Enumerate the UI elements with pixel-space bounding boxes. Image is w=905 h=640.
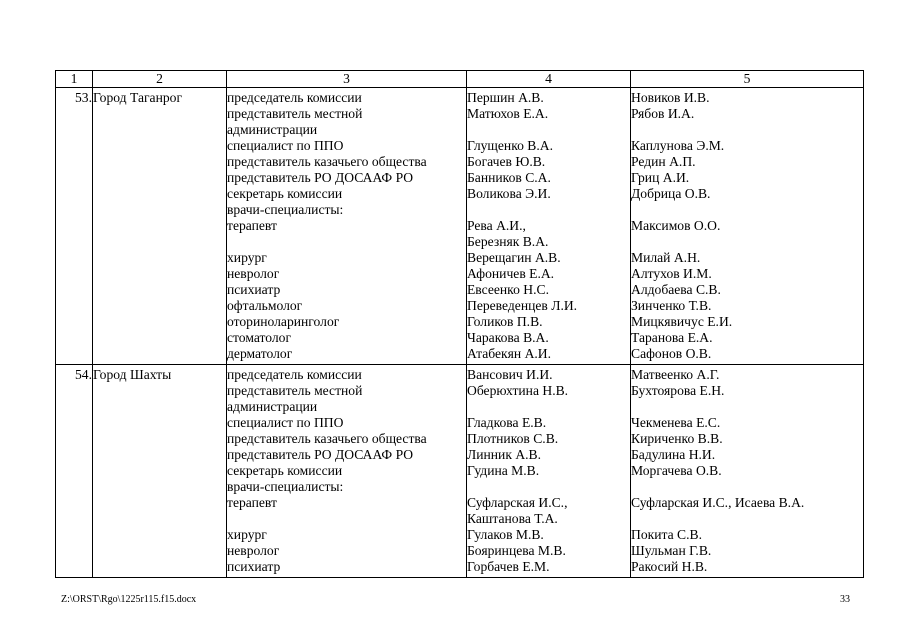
member-name — [467, 122, 630, 138]
reserve-member-name — [631, 479, 863, 495]
commission-role: хирург — [227, 527, 267, 542]
member-name: Гудина М.В. — [467, 463, 540, 478]
member-name: Першин А.В. — [467, 90, 544, 105]
member-name: Гулаков М.В. — [467, 527, 544, 542]
reserve-member-name: Бадулина Н.И. — [631, 447, 716, 462]
footer-file-path: Z:\ORST\Rgo\1225r115.f15.docx — [61, 594, 197, 605]
reserve-member-name — [631, 511, 863, 527]
reserve-member-name: Покита С.В. — [631, 527, 702, 542]
reserve-member-name: Новиков И.В. — [631, 90, 710, 105]
member-name: Богачев Ю.В. — [467, 154, 546, 169]
commission-role: секретарь комиссии — [227, 463, 343, 478]
reserve-member-name: Чекменева Е.С. — [631, 415, 721, 430]
column-number-5: 5 — [631, 71, 864, 88]
member-name: Гладкова Е.В. — [467, 415, 547, 430]
commission-role: оториноларинголог — [227, 314, 340, 329]
member-name: Березняк В.А. — [467, 234, 549, 249]
reserve-member-name: Редин А.П. — [631, 154, 696, 169]
column-number-1: 1 — [56, 71, 93, 88]
reserve-member-name — [631, 202, 863, 218]
row-number: 54. — [56, 365, 93, 578]
member-name: Горбачев Е.М. — [467, 559, 550, 574]
commission-role-cell — [227, 88, 467, 365]
commission-role: представитель местной — [227, 106, 363, 121]
member-name: Оберюхтина Н.В. — [467, 383, 569, 398]
reserve-member-name: Максимов О.О. — [631, 218, 721, 233]
reserve-member-name: Таранова Е.А. — [631, 330, 713, 345]
reserve-member-name: Алдобаева С.В. — [631, 282, 721, 297]
reserve-member-name — [631, 399, 863, 415]
member-name: Вансович И.И. — [467, 367, 553, 382]
footer-page-number: 33 — [840, 594, 850, 605]
commission-role: невролог — [227, 266, 280, 281]
commission-role: хирург — [227, 250, 267, 265]
commission-role: терапевт — [227, 218, 277, 233]
commission-role: стоматолог — [227, 330, 292, 345]
commission-role-cell — [227, 365, 467, 578]
column-number-3: 3 — [227, 71, 467, 88]
commission-role: представитель казачьего общества — [227, 431, 427, 446]
commission-role: психиатр — [227, 282, 281, 297]
commission-table — [55, 70, 864, 578]
member-name: Евсеенко Н.С. — [467, 282, 549, 297]
commission-role — [227, 511, 466, 527]
commission-role: представитель местной — [227, 383, 363, 398]
reserve-member-name: Моргачева О.В. — [631, 463, 722, 478]
member-name: Банников С.А. — [467, 170, 551, 185]
reserve-member-name — [631, 234, 863, 250]
commission-role: специалист по ППО — [227, 415, 344, 430]
member-name: Матюхов Е.А. — [467, 106, 549, 121]
commission-role: врачи-специалисты: — [227, 479, 344, 494]
commission-role: администрации — [227, 399, 318, 414]
commission-role — [227, 234, 466, 250]
member-name: Чаракова В.А. — [467, 330, 549, 345]
member-name: Верещагин А.В. — [467, 250, 561, 265]
commission-role: секретарь комиссии — [227, 186, 343, 201]
member-name — [467, 202, 630, 218]
reserve-member-name-cell — [631, 365, 864, 578]
commission-role: терапевт — [227, 495, 277, 510]
commission-role: представитель РО ДОСААФ РО — [227, 447, 414, 462]
commission-role: специалист по ППО — [227, 138, 344, 153]
member-name-cell — [467, 365, 631, 578]
commission-role: председатель комиссии — [227, 367, 362, 382]
reserve-member-name: Кириченко В.В. — [631, 431, 723, 446]
reserve-member-name: Милай А.Н. — [631, 250, 701, 265]
commission-role: дерматолог — [227, 346, 293, 361]
column-number-header-row — [56, 71, 864, 88]
reserve-member-name-cell — [631, 88, 864, 365]
table-row — [56, 88, 864, 365]
member-name: Афоничев Е.А. — [467, 266, 555, 281]
reserve-member-name: Матвеенко А.Г. — [631, 367, 720, 382]
member-name: Глущенко В.А. — [467, 138, 553, 153]
column-number-2: 2 — [93, 71, 227, 88]
reserve-member-name: Добрица О.В. — [631, 186, 711, 201]
member-name: Рева А.И., — [467, 218, 526, 233]
reserve-member-name: Мицкявичус Е.И. — [631, 314, 733, 329]
reserve-member-name: Бухтоярова Е.Н. — [631, 383, 725, 398]
table-row — [56, 365, 864, 578]
member-name — [467, 479, 630, 495]
member-name: Линник А.В. — [467, 447, 542, 462]
reserve-member-name: Алтухов И.М. — [631, 266, 712, 281]
member-name: Плотников С.В. — [467, 431, 559, 446]
reserve-member-name — [631, 122, 863, 138]
commission-role: представитель РО ДОСААФ РО — [227, 170, 414, 185]
reserve-member-name: Суфларская И.С., Исаева В.А. — [631, 495, 805, 510]
commission-role: администрации — [227, 122, 318, 137]
reserve-member-name: Каплунова Э.М. — [631, 138, 725, 153]
reserve-member-name: Шульман Г.В. — [631, 543, 712, 558]
reserve-member-name: Ракосий Н.В. — [631, 559, 708, 574]
row-number: 53. — [56, 88, 93, 365]
member-name: Бояринцева М.В. — [467, 543, 566, 558]
column-number-4: 4 — [467, 71, 631, 88]
reserve-member-name: Зинченко Т.В. — [631, 298, 712, 313]
member-name: Суфларская И.С., — [467, 495, 568, 510]
member-name: Каштанова Т.А. — [467, 511, 558, 526]
commission-role: офтальмолог — [227, 298, 303, 313]
commission-role: невролог — [227, 543, 280, 558]
member-name: Воликова Э.И. — [467, 186, 551, 201]
commission-role: председатель комиссии — [227, 90, 362, 105]
member-name: Атабекян А.И. — [467, 346, 552, 361]
member-name: Переведенцев Л.И. — [467, 298, 578, 313]
city-name: Город Шахты — [93, 365, 227, 578]
reserve-member-name: Гриц А.И. — [631, 170, 690, 185]
member-name: Голиков П.В. — [467, 314, 543, 329]
commission-role: врачи-специалисты: — [227, 202, 344, 217]
commission-role: психиатр — [227, 559, 281, 574]
reserve-member-name: Рябов И.А. — [631, 106, 695, 121]
city-name: Город Таганрог — [93, 88, 227, 365]
member-name — [467, 399, 630, 415]
reserve-member-name: Сафонов О.В. — [631, 346, 712, 361]
commission-role: представитель казачьего общества — [227, 154, 427, 169]
member-name-cell — [467, 88, 631, 365]
